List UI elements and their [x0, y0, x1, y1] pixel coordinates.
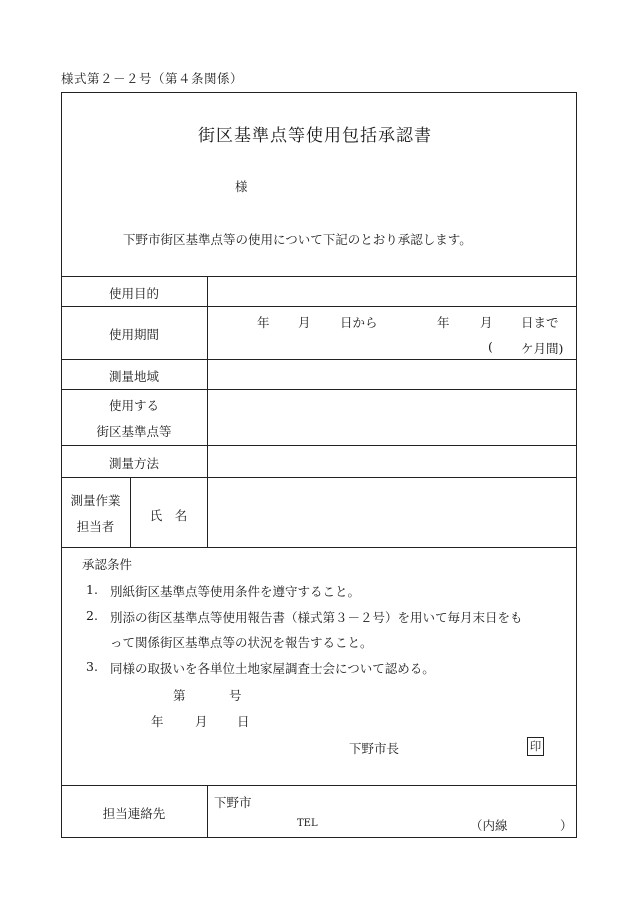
condition-1-text: 別紙街区基準点等使用条件を遵守すること。 [110, 584, 361, 599]
period-month-to: 月 [480, 315, 493, 330]
period-year-from: 年 [257, 315, 270, 330]
area-label: 測量地域 [108, 369, 159, 384]
contact-tel-label: TEL [297, 818, 318, 829]
issuance-month: 月 [195, 714, 208, 729]
contact-column-divider [207, 785, 208, 838]
condition-2-number: 2. [86, 608, 98, 623]
period-months-close: ケ月間) [521, 341, 564, 356]
addressee-suffix: 様 [235, 179, 248, 194]
period-label: 使用期間 [108, 327, 159, 342]
issuance-day: 日 [237, 714, 250, 729]
divider-points [61, 445, 577, 446]
purpose-label: 使用目的 [108, 286, 159, 301]
conditions-heading: 承認条件 [82, 557, 133, 572]
condition-2-text-line1: 別添の街区基準点等使用報告書（様式第３－２号）を用いて毎月末日をも [110, 610, 523, 625]
seal-stamp: 印 [527, 737, 544, 756]
period-year-to: 年 [437, 315, 450, 330]
worker-label-line2: 担当者 [76, 519, 115, 534]
issuer-name: 下野市長 [349, 741, 400, 756]
name-label: 氏 名 [149, 508, 188, 523]
contact-extension-close: ） [560, 818, 573, 833]
period-day-to: 日まで [521, 315, 559, 330]
condition-3-text: 同様の取扱いを各単位土地家屋調査士会について認める。 [110, 661, 435, 676]
period-day-from: 日から [340, 315, 378, 330]
issuance-dai: 第 [173, 688, 186, 703]
form-code: 様式第２－２号（第４条関係） [61, 71, 244, 86]
label-column-divider [207, 276, 208, 547]
divider-period [61, 359, 577, 360]
divider-area [61, 389, 577, 390]
period-month-from: 月 [298, 315, 311, 330]
contact-extension-open: （内線 [470, 818, 508, 833]
points-label-line2: 街区基準点等 [96, 424, 172, 439]
method-label: 測量方法 [108, 456, 159, 471]
period-months-open: ( [488, 339, 493, 354]
divider-purpose [61, 306, 577, 307]
divider-worker [61, 547, 577, 548]
divider-conditions [61, 785, 577, 786]
contact-label: 担当連絡先 [102, 806, 166, 821]
divider-header [61, 276, 577, 277]
contact-org: 下野市 [214, 795, 252, 810]
page-title: 街区基準点等使用包括承認書 [198, 126, 432, 146]
divider-method [61, 477, 577, 478]
condition-3-number: 3. [86, 659, 98, 674]
issuance-year: 年 [151, 714, 164, 729]
worker-label-line1: 測量作業 [70, 493, 121, 508]
condition-2-text-line2: って関係街区基準点等の状況を報告すること。 [110, 635, 373, 650]
condition-1-number: 1. [86, 582, 98, 597]
issuance-gou: 号 [229, 688, 242, 703]
approval-statement: 下野市街区基準点等の使用について下記のとおり承認します。 [123, 232, 472, 247]
points-label-line1: 使用する [108, 398, 159, 413]
